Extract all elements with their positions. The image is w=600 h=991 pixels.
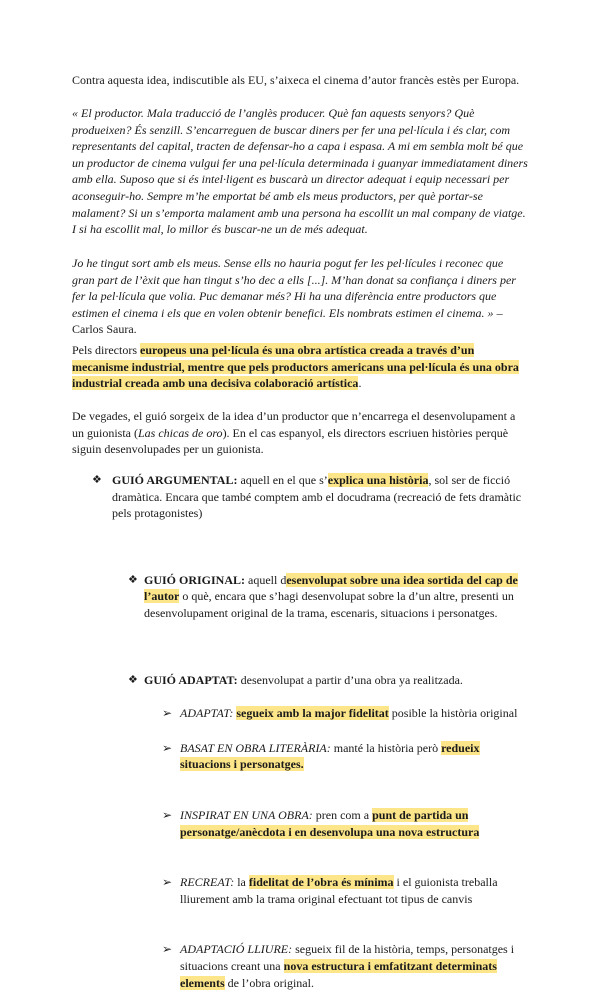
guion-paragraph: [72, 408, 528, 458]
original-text: [144, 572, 528, 622]
guion-film-title: Las chicas de oro: [138, 425, 223, 440]
subitem-text: [180, 807, 528, 840]
guion-post: ). En el cas espanyol, els directors escriuen històries perquè siguin desenvolupades per un guionista.: [72, 425, 509, 457]
diamond-bullet-icon: ❖: [128, 673, 138, 686]
subitem-highlight: redueix situacions i personatges.: [180, 740, 480, 772]
subitem-label: BASAT EN OBRA LITERÀRIA:: [180, 740, 331, 755]
subitem-highlight: segueix amb la major fidelitat: [236, 706, 389, 721]
list-item-adaptat: [128, 672, 528, 689]
subitem-label: INSPIRAT EN UNA OBRA:: [180, 807, 313, 822]
arrow-bullet-icon: ➢: [162, 875, 173, 890]
argumental-post: , sol ser de ficció dramàtica. Encara que també comptem amb el docudrama (recreació de fets dramàtic pels protagonistes): [112, 473, 522, 521]
directors-paragraph: [72, 342, 528, 392]
guion-pre: De vegades, el guió sorgeix de la idea d’un productor que n’encarrega el desenvolupament a un guionista (: [72, 409, 516, 440]
quote-paragraph-2: [72, 255, 528, 338]
list-subitem: [162, 941, 528, 991]
diamond-bullet-icon: ❖: [92, 474, 102, 486]
subitem-pre: la: [234, 875, 249, 890]
list-item-original: [128, 572, 528, 622]
adaptat-text: [144, 672, 528, 689]
list-subitem: [162, 705, 528, 722]
list-item-argumental: [92, 472, 528, 522]
directors-post: .: [358, 376, 362, 391]
original-post: o què, encara que s’hagi desenvolupat sobre la d’un altre, presenti un desenvolupament original de la trama, escenaris, situacions i personatges.: [144, 589, 514, 620]
subitem-text: [180, 740, 528, 773]
argumental-pre: aquell en el que s’: [237, 473, 328, 487]
subitem-text: [180, 874, 528, 907]
subitem-label: ADAPTACIÓ LLIURE:: [180, 942, 293, 957]
subitem-label: RECREAT:: [180, 875, 235, 890]
original-highlight: esenvolupat sobre una idea sortida del cap de l’autor: [144, 572, 518, 604]
argumental-highlight: explica una història: [327, 473, 429, 487]
subitem-text: [180, 941, 528, 991]
directors-highlight: europeus una pel·lícula és una obra artística creada a través d’un mecanisme industrial, mentre que pels productors americans una pel·lícula és una obra industrial creada amb una decisiva colaboració artística: [72, 343, 519, 391]
subitem-post: posible la història original: [388, 706, 518, 721]
quote-author: – Carlos Saura.: [72, 305, 503, 337]
list-subitem: [162, 807, 528, 840]
original-label: GUIÓ ORIGINAL:: [144, 572, 246, 587]
list-subitem: [162, 740, 528, 773]
subitem-post: de l’obra original.: [224, 975, 314, 990]
arrow-bullet-icon: ➢: [162, 942, 173, 957]
arrow-bullet-icon: ➢: [162, 807, 173, 822]
subitem-highlight: punt de partida un personatge/anècdota i en desenvolupa una nova estructura: [180, 807, 480, 839]
list-subitem: [162, 874, 528, 907]
quote-1-text: « El productor. Mala traducció de l’anglès producer. Què fan aquests senyors? Què produeixen? És senzill. S’encarreguen de buscar diners per fer una pel·lícula i és clar, com representants del capital, tracten de defensar-ho a capa i espasa. A mi em sembla molt bé que un productor de cinema vulgui fer una pel·lícula determinada i guanyar immediatament diners amb ella. Suposo que si és intel·ligent es buscarà un director adequat i equip necessari per aconseguir-ho. Sempre m’he emportat bé amb els meus productors, per què portar-se malament? Si un s’emporta malament amb una persona ha escollit un mal company de viatge. I si ha escollit mal, lo millor és buscar-ne un de més adequat.: [72, 106, 528, 237]
adaptat-post: desenvolupat a partir d’una obra ya realitzada.: [237, 672, 463, 687]
subitem-label: ADAPTAT:: [180, 706, 234, 721]
subitem-text: [180, 705, 528, 722]
arrow-bullet-icon: ➢: [162, 740, 173, 755]
intro-text: Contra aquesta idea, indiscutible als EU, s’aixeca el cinema d’autor francès estès per Europa.: [72, 73, 520, 87]
adaptat-label: GUIÓ ADAPTAT:: [144, 672, 238, 687]
intro-paragraph: [72, 72, 528, 89]
subitem-pre: segueix fil de la història, temps, personatges i situacions creant una: [180, 942, 515, 973]
arrow-bullet-icon: ➢: [162, 706, 173, 721]
subitem-pre: manté la història però: [330, 740, 442, 755]
argumental-text: [112, 472, 528, 522]
subitem-pre: pren com a: [312, 807, 373, 822]
argumental-label: GUIÓ ARGUMENTAL:: [112, 473, 238, 487]
subitem-highlight: nova estructura i emfatitzant determinats elements: [180, 958, 497, 990]
original-pre: aquell d: [245, 572, 287, 587]
directors-pre: Pels directors: [72, 343, 140, 357]
subitem-post: i el guionista treballa lliurement amb la trama original efectuant tot tipus de canvis: [180, 875, 498, 906]
quote-2-text: Jo he tingut sort amb els meus. Sense ells no hauria pogut fer les pel·lícules i reconec que gran part de l’èxit que han tingut s’ho dec a ells [...]. M’han donat sa confiança i diners per fer la pel·lícula que volia. Puc demanar més? Hi ha una diferència entre productors que estimen el cinema i els que en volen obtenir benefici. Els nombrats estimen el cinema. »: [72, 256, 516, 320]
quote-paragraph-1: [72, 105, 528, 238]
subitem-highlight: fidelitat de l’obra és mínima: [248, 875, 394, 890]
diamond-bullet-icon: ❖: [128, 573, 138, 586]
